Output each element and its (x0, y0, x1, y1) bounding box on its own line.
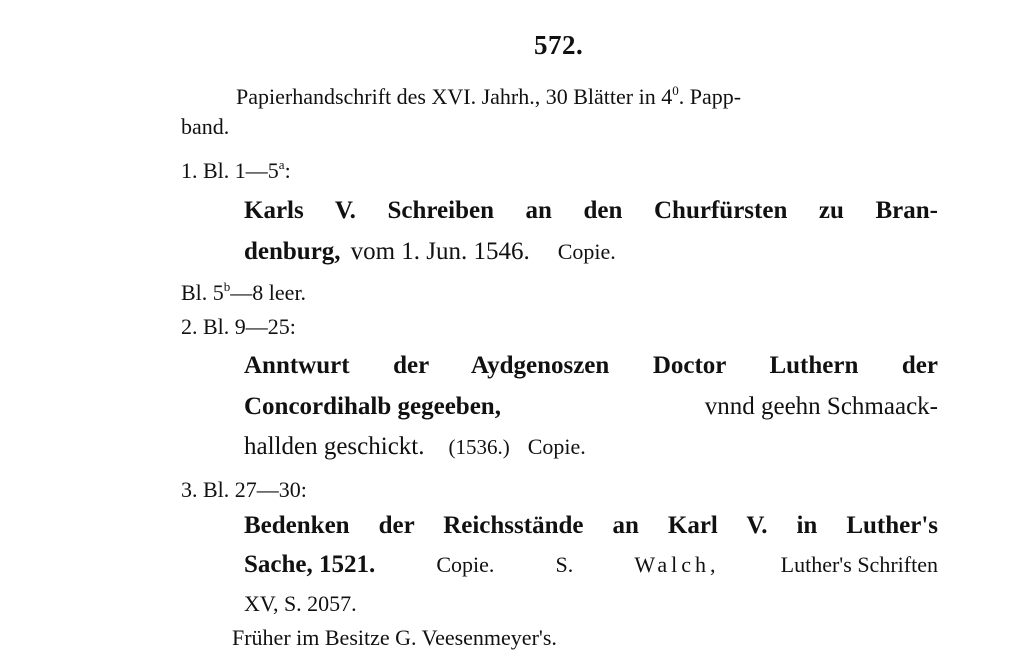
format-degree: 0 (672, 83, 679, 98)
manuscript-description-line1 (236, 84, 938, 110)
entry-3-title-line1: Bedenken der Reichsstände an Karl V. in Luther's (244, 512, 938, 539)
entry-3-reference-author: Walch, (634, 552, 720, 577)
entry-1-folio-reference: 1. Bl. 1—5$^a$: (181, 157, 291, 183)
entry-2-title-line3: hallden geschickt. (1536.) Copie. (244, 433, 586, 460)
entry-2-year: (1536.) (448, 435, 510, 459)
entry-3-reference-line3: XV, S. 2057. (244, 591, 357, 616)
page-number: 572. (534, 30, 584, 60)
entry-3-note: Copie. (436, 552, 495, 577)
entry-3-reference-work: Luther's Schriften (780, 552, 938, 577)
entry-2-note: Copie. (527, 434, 586, 459)
entry-2-folio-reference: 2. Bl. 9—25: (181, 314, 296, 339)
entry-2-title-line2: Concordihalb gegeeben, vnnd geehn Schmaack- (244, 393, 938, 420)
provenance-note: Früher im Besitze G. Veesenmeyer's. (232, 625, 557, 650)
entry-3-folio-reference: 3. Bl. 27—30: (181, 477, 307, 502)
blank-leaves-note: Bl. 5$^b$—8 leer. (181, 279, 307, 305)
entry-1-note: Copie. (557, 239, 616, 264)
entry-2-title-line1: Anntwurt der Aydgenoszen Doctor Luthern der (244, 352, 938, 379)
manuscript-description: Papierhandschrift des XVI. Jahrh., 30 Blätter in $4^0$. Papp- (236, 83, 742, 109)
manuscript-description-line2: band. (181, 114, 230, 139)
entry-3-title-line2: Sache, 1521. Copie. S. Walch, Luther's Schriften (244, 551, 938, 578)
entry-1-title-line2: denburg, vom 1. Jun. 1546. Copie. (244, 238, 616, 265)
entry-1-title-line1: Karls V. Schreiben an den Churfürsten zu Bran- (244, 197, 938, 224)
